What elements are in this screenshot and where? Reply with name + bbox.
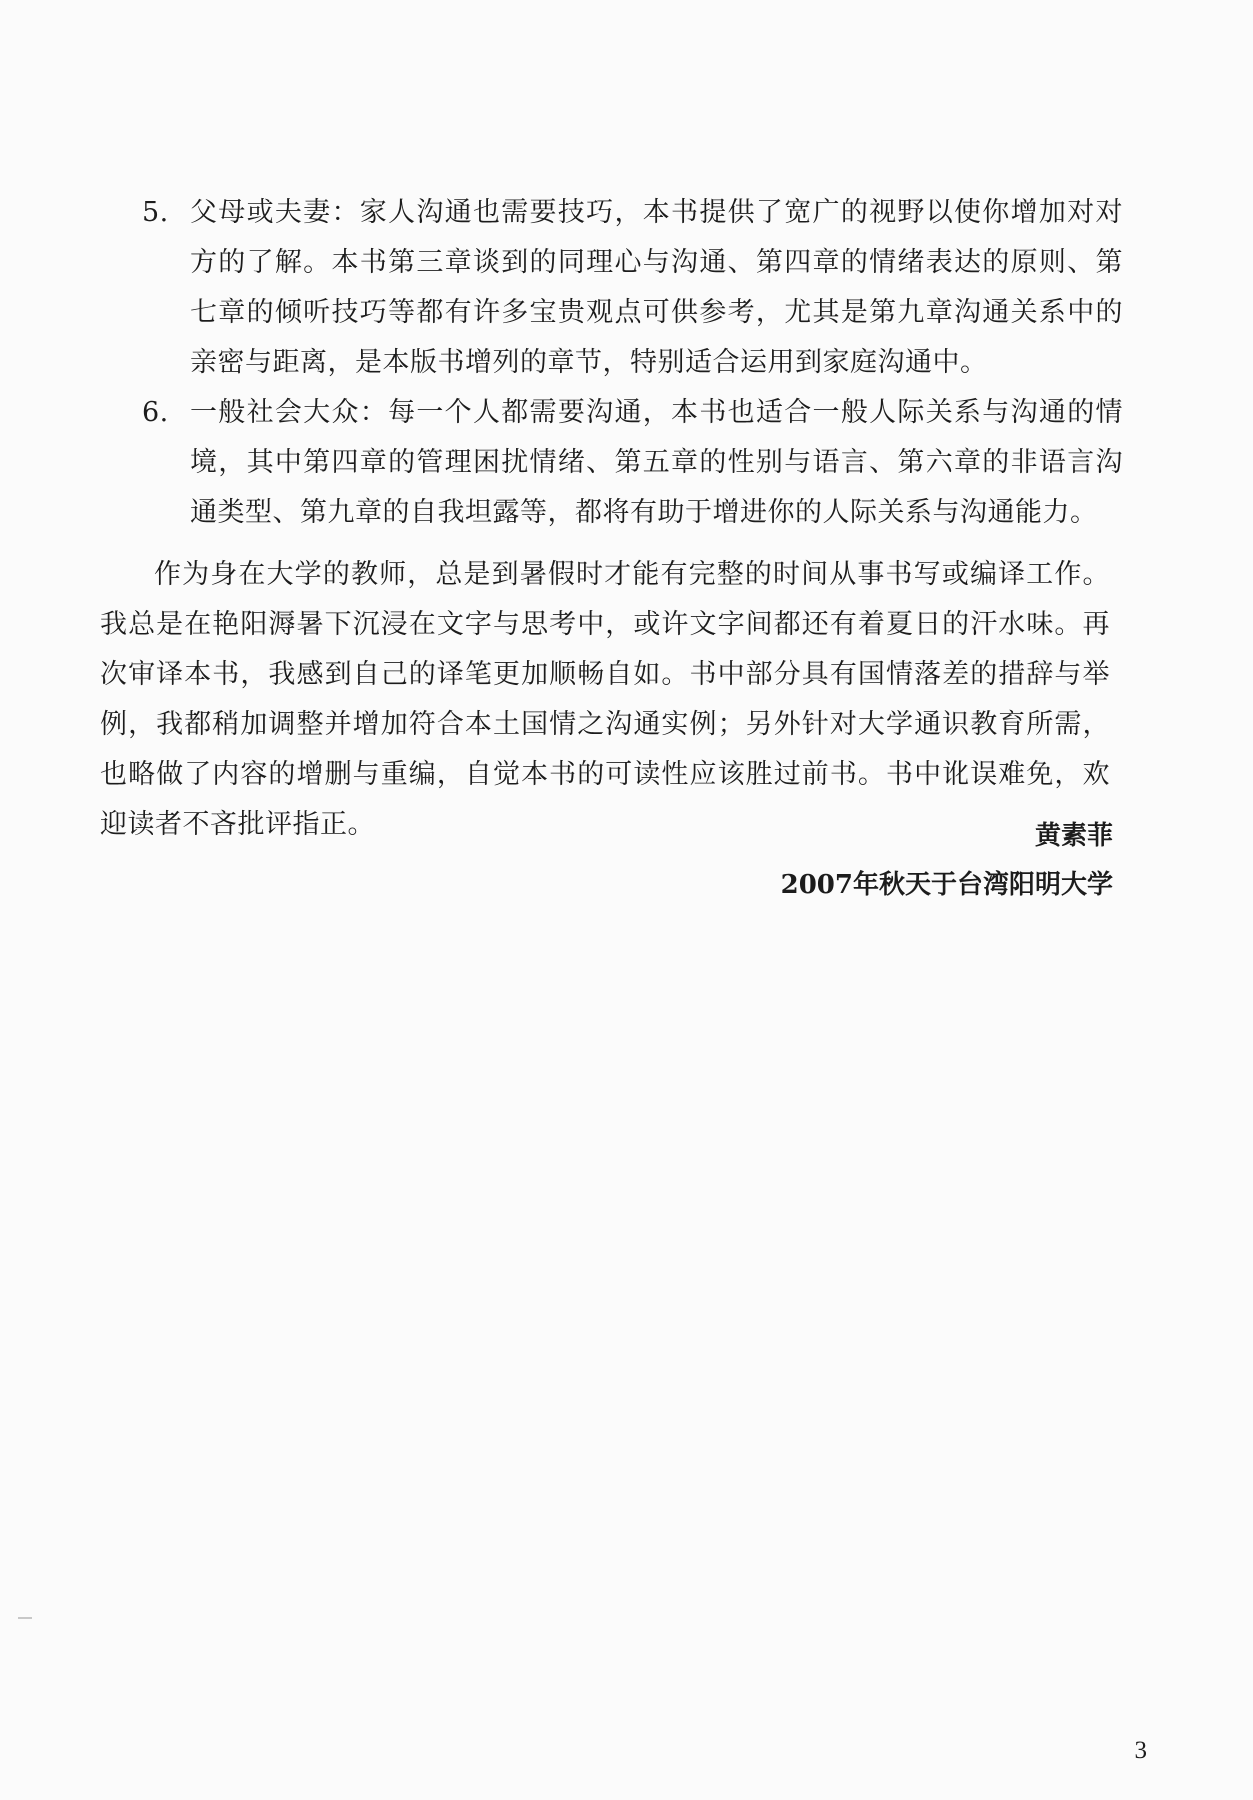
list-item-number: 5. <box>142 197 169 228</box>
date-and-place: 2007年秋天于台湾阳明大学 <box>780 870 1113 900</box>
list-item <box>0 188 1253 388</box>
author-name: 黄素菲 <box>1034 821 1113 851</box>
list-item-number: 6. <box>142 397 169 428</box>
list-item-text: 父母或夫妻：家人沟通也需要技巧，本书提供了宽广的视野以使你增加对对方的了解。本书第三章谈到的同理心与沟通、第四章的情绪表达的原则、第七章的倾听技巧等都有许多宝贵观点可供参考，尤其是第九章沟通关系中的亲密与距离，是本版书增列的章节，特别适合运用到家庭沟通中。 <box>190 197 1123 378</box>
scan-mark <box>18 1617 32 1619</box>
list-item <box>0 388 1253 538</box>
signature-block <box>781 812 1113 910</box>
body-paragraph: 作为身在大学的教师，总是到暑假时才能有完整的时间从事书写或编译工作。我总是在艳阳溽暑下沉浸在文字与思考中，或许文字间都还有着夏日的汗水味。再次审译本书，我感到自己的译笔更加顺畅自如。书中部分具有国情落差的措辞与举例，我都稍加调整并增加符合本土国情之沟通实例；另外针对大学通识教育所需，也略做了内容的增删与重编，自觉本书的可读性应该胜过前书。书中讹误难免，欢迎读者不吝批评指正。 <box>100 559 1110 840</box>
numbered-list <box>0 188 1253 538</box>
page-number: 3 <box>1134 1737 1147 1764</box>
list-item-text: 一般社会大众：每一个人都需要沟通，本书也适合一般人际关系与沟通的情境，其中第四章的管理困扰情绪、第五章的性别与语言、第六章的非语言沟通类型、第九章的自我坦露等，都将有助于增进你的人际关系与沟通能力。 <box>190 397 1123 528</box>
